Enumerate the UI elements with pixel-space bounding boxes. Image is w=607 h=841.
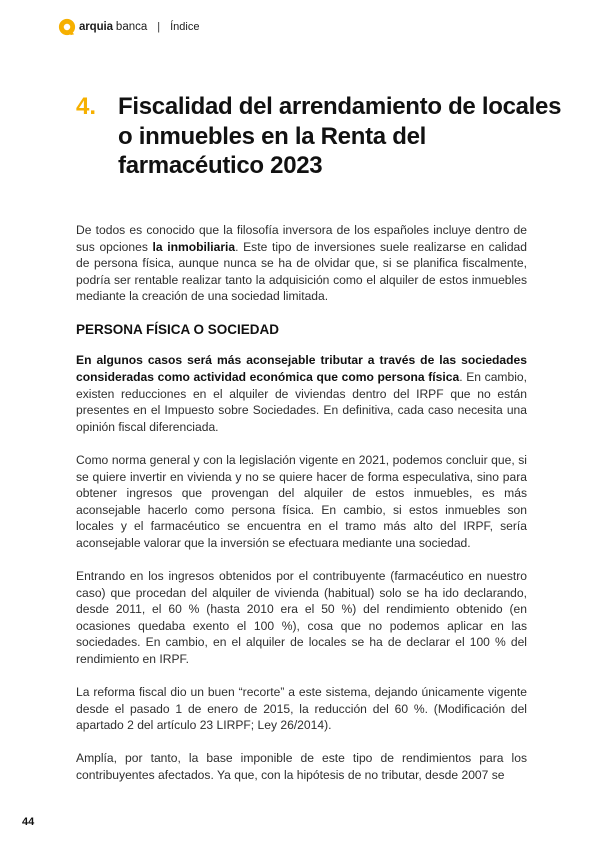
chapter-title: Fiscalidad del arrendamiento de locales o inmuebles en la Renta del farmacéutico 2023 [118, 93, 562, 179]
brand-sub: banca [115, 21, 148, 33]
paragraph-intro [76, 222, 527, 305]
paragraph-reform: La reforma fiscal dio un buen “recorte” a este sistema, dejando únicamente vigente desde el pasado 1 de enero de 2015, la reducción del 60 %. (Modificación del apartado 2 del artículo 23 LIRPF; Ley 26/2014). [76, 685, 527, 733]
section-heading: PERSONA FÍSICA O SOCIEDAD [76, 322, 280, 338]
intro-text-start: De todos es conocido que la filosofía inversora de los españoles incluye dentro de sus opciones [76, 223, 527, 254]
arquia-logo-icon [58, 18, 76, 36]
header-separator: | [157, 21, 161, 33]
page-number: 44 [22, 816, 35, 828]
paragraph-income: Entrando en los ingresos obtenidos por el contribuyente (farmacéutico en nuestro caso) que procedan del alquiler de vivienda (habitual) solo se ha ido declarando, desde 2011, el 60 % (hasta 2010 era el 50 %) del rendimiento obtenido (en ocasiones quedaba exento el 100 %), cosa que no podemos aplicar en las sociedades. En cambio, en el alquiler de locales se ha de declarar el 100 % del rendimiento en IRPF. [76, 569, 527, 666]
paragraph-societies [76, 352, 527, 435]
societies-text: . En cambio, existen reducciones en el alquiler de viviendas dentro del IRPF que no están presentes en el Impuesto sobre Sociedades. En definitiva, cada caso necesita una opinión fiscal diferenciada. [76, 370, 528, 434]
chapter-number: 4. [76, 93, 97, 120]
paragraph-general-rule: Como norma general y con la legislación vigente en 2021, podemos concluir que, si se quiere invertir en vivienda y no se quiere hacer de forma especulativa, sino para obtener ingresos que provengan del alquiler de estos inmuebles, es más aconsejable hacerlo como persona física. En cambio, si estos inmuebles son locales y el farmacéutico se encuentra en el tramo más alto del IRPF, sería aconsejable valorar que la inversión se efectuara mediante una sociedad. [76, 452, 527, 550]
societies-bold: En algunos casos será más aconsejable tributar a través de las sociedades consideradas como actividad económica que como persona física [76, 353, 527, 385]
article-body [76, 222, 527, 800]
intro-bold: la inmobiliaria [152, 239, 236, 254]
index-link[interactable]: Índice [170, 21, 200, 33]
paragraph-tax-base: Amplía, por tanto, la base imponible de este tipo de rendimientos para los contribuyentes afectados. Ya que, con la hipótesis de no tributar, desde 2007 se [76, 751, 527, 782]
brand-name: arquia [79, 21, 113, 33]
header [58, 17, 199, 37]
intro-text-end: . Este tipo de inversiones suele realizarse en calidad de persona física, aunque nunca se ha de olvidar que, si se planifica fiscalmente, podría ser rentable realizar tanto la adquisición como el alquiler de estos inmuebles mediante la creación de una sociedad limitada. [76, 239, 528, 304]
